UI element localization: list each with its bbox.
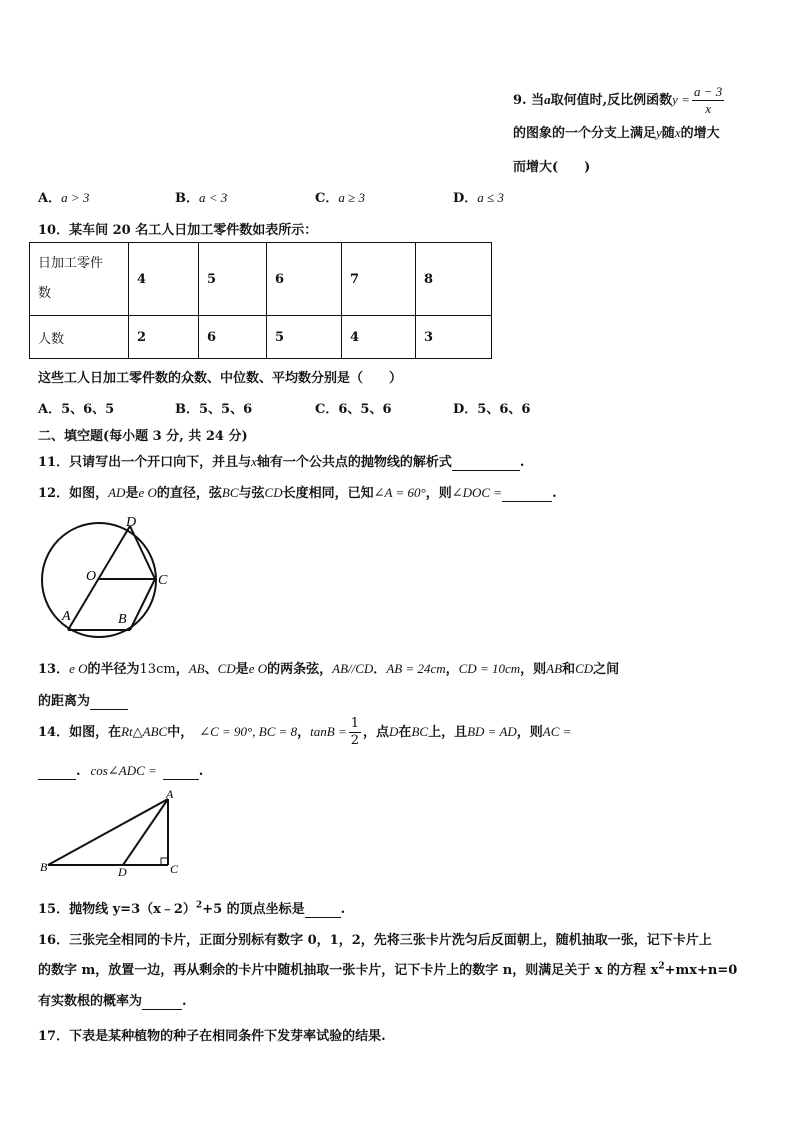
q10-stem: 10．某车间 20 名工人日加工零件数如表所示：: [38, 223, 318, 238]
table-row: [30, 316, 492, 359]
q9-line3: 而增大( ): [513, 160, 591, 175]
segment-ba: [48, 799, 168, 865]
q10-option-d[interactable]: D．5、6、6: [453, 402, 531, 417]
label-c: C: [158, 573, 168, 588]
segment-dc: [130, 526, 155, 579]
table-cell: 8: [416, 243, 492, 316]
label-a: A: [166, 787, 174, 801]
q10-option-a[interactable]: A．5、6、5: [38, 402, 115, 417]
q16-line3: 有实数根的概率为 .: [38, 994, 187, 1009]
q13-line2: 的距离为: [38, 690, 128, 710]
q14-answer-blank-ac[interactable]: [38, 764, 76, 780]
q13-answer-blank[interactable]: [90, 694, 128, 710]
q9-option-c[interactable]: C．a ≥ 3: [315, 190, 365, 206]
q15: 15．抛物线 y=3（x﹣2）$^2$+5 的顶点坐标是 .: [38, 900, 346, 917]
label-o: O: [86, 569, 97, 584]
q10-question: 这些工人日加工零件数的众数、中位数、平均数分别是（ ）: [38, 371, 403, 386]
q12-circle-figure: [36, 512, 176, 644]
q11: 11．只请写出一个开口向下，并且与x轴有一个公共点的抛物线的解析式 .: [38, 454, 525, 470]
table-cell: 4: [129, 243, 199, 316]
table-header-cell: 日加工零件 数: [30, 243, 129, 316]
q16-line1: 16．三张完全相同的卡片，正面分别标有数字 0，1，2，先将三张卡片洗匀后反面朝上，随机抽取一张，记下卡片上: [38, 933, 712, 948]
q9-line2: 的图象的一个分支上满足y随x的增大: [513, 125, 720, 141]
table-cell: 4: [342, 316, 416, 359]
q10-table: [29, 242, 492, 359]
q14-line2: . cos∠ADC = .: [38, 763, 203, 780]
q16-answer-blank[interactable]: [142, 994, 182, 1010]
q15-answer-blank[interactable]: [305, 902, 341, 918]
table-cell: 6: [199, 316, 267, 359]
table-header-cell: 人数: [30, 316, 129, 359]
segment-da: [123, 799, 168, 865]
table-cell: 5: [199, 243, 267, 316]
q12-answer-blank[interactable]: [502, 486, 552, 502]
q9-line1: 9. 当a取何值时,反比例函数y = $\frac{a - 3}{x}$: [513, 84, 723, 116]
table-cell: 5: [267, 316, 342, 359]
q17: 17．下表是某种植物的种子在相同条件下发芽率试验的结果.: [38, 1029, 386, 1044]
label-b: B: [118, 612, 127, 627]
q14-fraction: $\frac{1}{2}$: [350, 716, 360, 748]
section2-title: 二、填空题(每小题 3 分, 共 24 分): [38, 429, 248, 444]
q14-line1: 14．如图，在Rt△ABC中， ∠C = 90°, BC = 8，tanB = $\frac{1}{2}$ ，点D在BC上，且BD = AD，则AC =: [38, 716, 572, 748]
q9-fraction: $\frac{a - 3}{x}$: [693, 84, 723, 116]
q10-option-c[interactable]: C．6、5、6: [315, 402, 392, 417]
q9-option-b[interactable]: B．a < 3: [175, 190, 228, 206]
table-cell: 7: [342, 243, 416, 316]
right-angle-mark: [161, 858, 168, 865]
q10-option-b[interactable]: B．5、5、6: [175, 402, 253, 417]
label-d: D: [118, 865, 127, 877]
q16-line2: 的数字 m，放置一边，再从剩余的卡片中随机抽取一张卡片，记下卡片上的数字 n，则满足关于 x 的方程 $x^2+mx+n=0$: [38, 961, 738, 978]
table-cell: 6: [267, 243, 342, 316]
q14-triangle-figure: [36, 785, 186, 877]
q12: 12．如图，AD是e O的直径，弦BC与弦CD长度相同，已知∠A = 60°，则∠DOC = .: [38, 485, 557, 501]
label-d: D: [126, 515, 137, 530]
q13-line1: 13．e O的半径为13cm，AB、CD是e O的两条弦，AB//CD．AB = 24cm，CD = 10cm，则AB和CD之间: [38, 661, 620, 677]
label-c: C: [170, 862, 179, 876]
label-a: A: [62, 609, 71, 624]
table-cell: 3: [416, 316, 492, 359]
table-row: [30, 243, 492, 316]
q9-option-d[interactable]: D．a ≤ 3: [453, 190, 504, 206]
q11-answer-blank[interactable]: [452, 455, 520, 471]
q14-answer-blank-cos[interactable]: [163, 764, 199, 780]
table-cell: 2: [129, 316, 199, 359]
label-b: B: [40, 860, 48, 874]
q9-option-a[interactable]: A．a > 3: [38, 190, 90, 206]
